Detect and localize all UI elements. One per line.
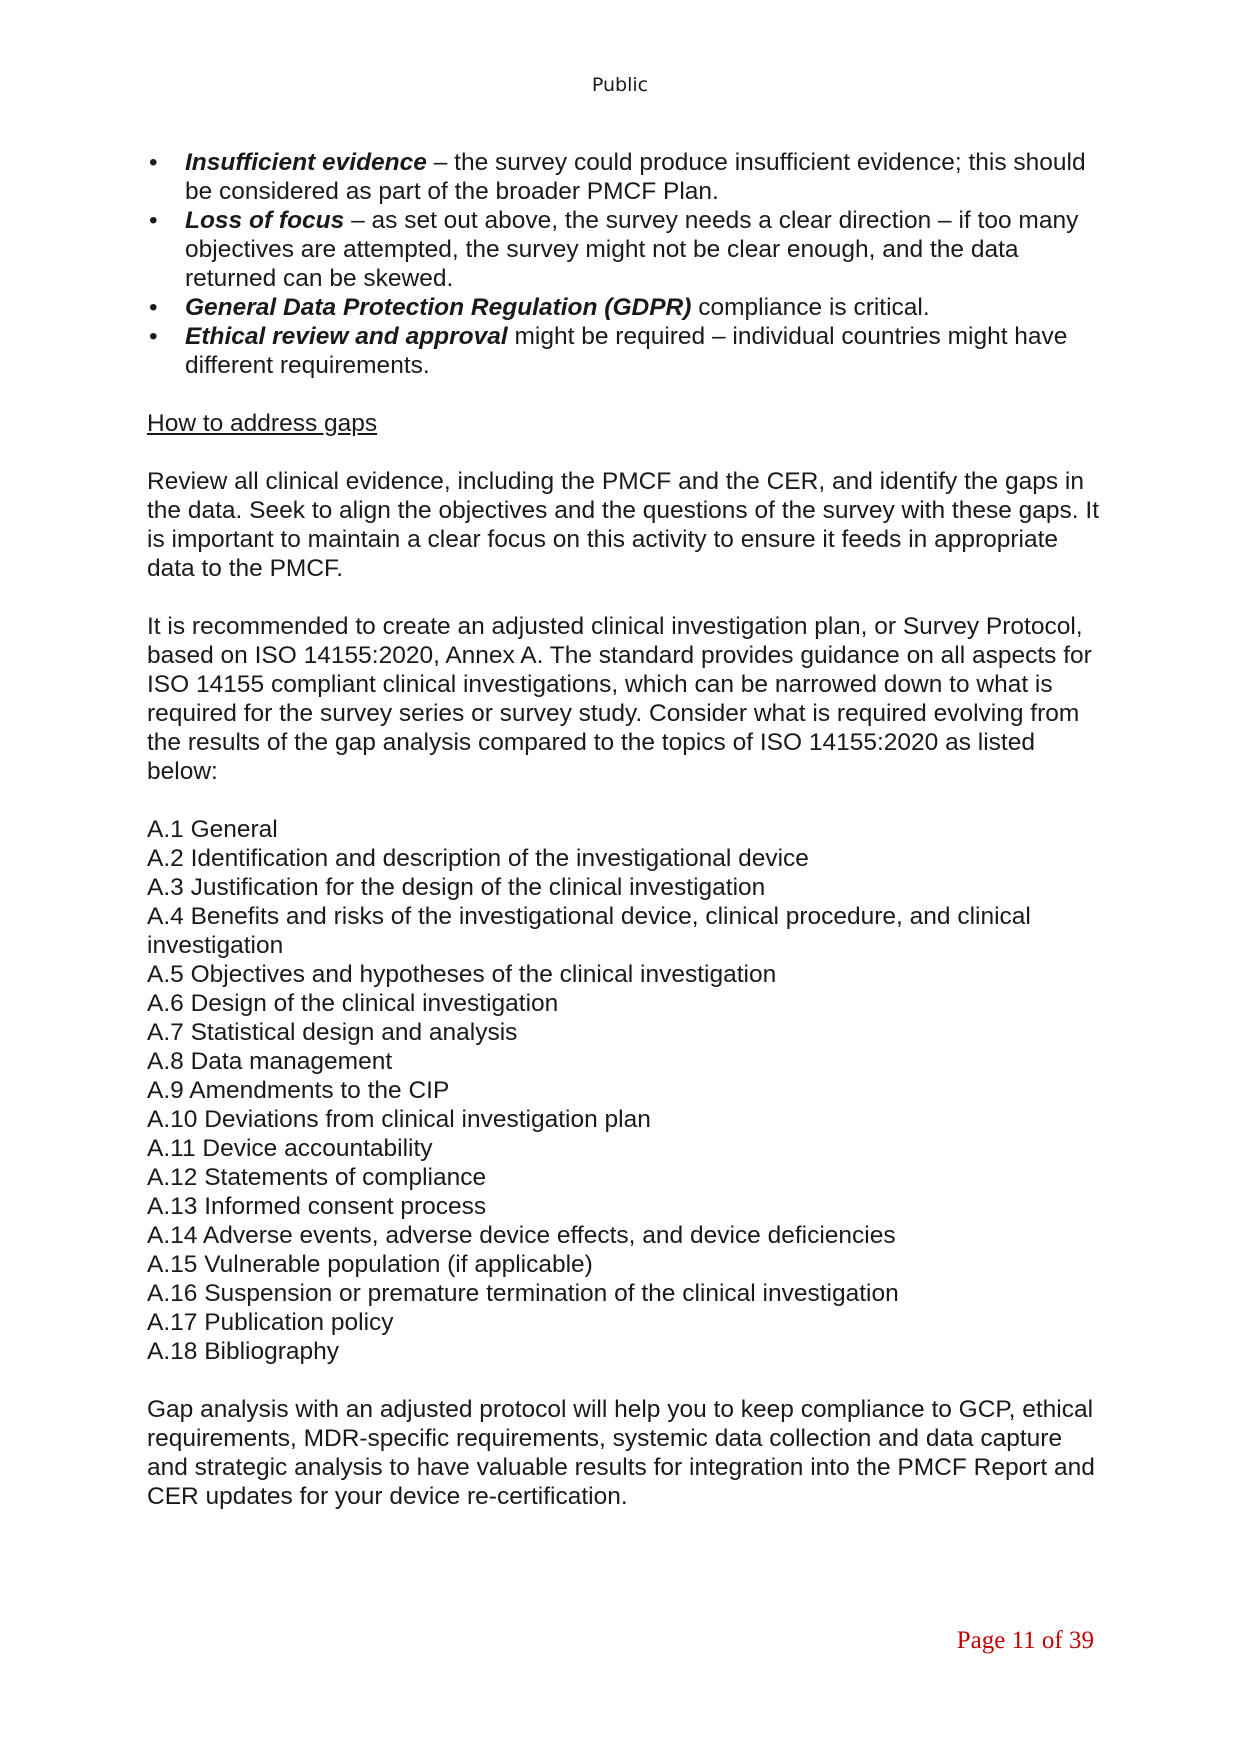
risk-bullet-list <box>147 148 1107 380</box>
list-item: A.5 Objectives and hypotheses of the clinical investigation <box>147 961 777 988</box>
list-item <box>147 322 1107 380</box>
list-item: A.7 Statistical design and analysis <box>147 1019 518 1046</box>
list-item <box>147 293 1107 322</box>
list-item: A.18 Bibliography <box>147 1338 340 1365</box>
list-item: A.3 Justification for the design of the clinical investigation <box>147 874 766 901</box>
paragraph-iso-recommendation: It is recommended to create an adjusted clinical investigation plan, or Survey Protocol, based on ISO 14155:2020, Annex A. The standard provides guidance on all aspects for ISO 14155 compliant clinical investigations, which can be narrowed down to what is required for the survey series or survey study. Consider what is required evolving from the results of the gap analysis compared to the topics of ISO 14155:2020 as listed below: <box>147 613 1092 785</box>
bullet-term: Insufficient evidence <box>185 149 427 176</box>
list-item: A.17 Publication policy <box>147 1309 394 1336</box>
paragraph-gap-analysis-summary: Gap analysis with an adjusted protocol will help you to keep compliance to GCP, ethical requirements, MDR-specific requirements, systemic data collection and data capture and strategic analysis to have valuable results for integration into the PMCF Report and CER updates for your device re-certification. <box>147 1396 1095 1510</box>
list-item: A.8 Data management <box>147 1048 393 1075</box>
list-item: A.12 Statements of compliance <box>147 1164 487 1191</box>
list-item <box>147 148 1107 206</box>
classification-header: Public <box>591 74 649 96</box>
annex-a-topic-list <box>147 815 1107 1366</box>
list-item: A.2 Identification and description of the investigational device <box>147 845 809 872</box>
bullet-text: – as set out above, the survey needs a clear direction – if too many objectives are attempted, the survey might not be clear enough, and the data returned can be skewed. <box>185 207 1079 292</box>
list-item <box>147 206 1107 293</box>
bullet-text: – the survey could produce insufficient evidence; this should be considered as part of the broader PMCF Plan. <box>185 149 1086 205</box>
bullet-term: Loss of focus <box>185 207 345 234</box>
list-item: A.10 Deviations from clinical investigation plan <box>147 1106 651 1133</box>
section-heading: How to address gaps <box>147 410 378 437</box>
list-item: A.4 Benefits and risks of the investigational device, clinical procedure, and clinical investigation <box>147 903 1031 959</box>
paragraph-review-evidence: Review all clinical evidence, including the PMCF and the CER, and identify the gaps in the data. Seek to align the objectives and the questions of the survey with these gaps. It is important to maintain a clear focus on this activity to ensure it feeds in appropriate data to the PMCF. <box>147 468 1100 582</box>
list-item: A.9 Amendments to the CIP <box>147 1077 450 1104</box>
page-number: Page 11 of 39 <box>956 1627 1094 1654</box>
bullet-icon: • <box>149 323 158 350</box>
bullet-text: might be required – individual countries might have different requirements. <box>185 323 1068 379</box>
list-item: A.6 Design of the clinical investigation <box>147 990 559 1017</box>
list-item: A.11 Device accountability <box>147 1135 433 1162</box>
list-item: A.1 General <box>147 816 278 843</box>
bullet-icon: • <box>149 207 158 234</box>
bullet-term: General Data Protection Regulation (GDPR) <box>185 294 692 321</box>
bullet-text: compliance is critical. <box>691 294 930 321</box>
bullet-term: Ethical review and approval <box>185 323 508 350</box>
page-content <box>147 148 1107 1511</box>
list-item: A.14 Adverse events, adverse device effects, and device deficiencies <box>147 1222 896 1249</box>
list-item: A.15 Vulnerable population (if applicable) <box>147 1251 593 1278</box>
list-item: A.16 Suspension or premature termination of the clinical investigation <box>147 1280 899 1307</box>
bullet-icon: • <box>149 294 158 321</box>
bullet-icon: • <box>149 149 158 176</box>
list-item: A.13 Informed consent process <box>147 1193 487 1220</box>
